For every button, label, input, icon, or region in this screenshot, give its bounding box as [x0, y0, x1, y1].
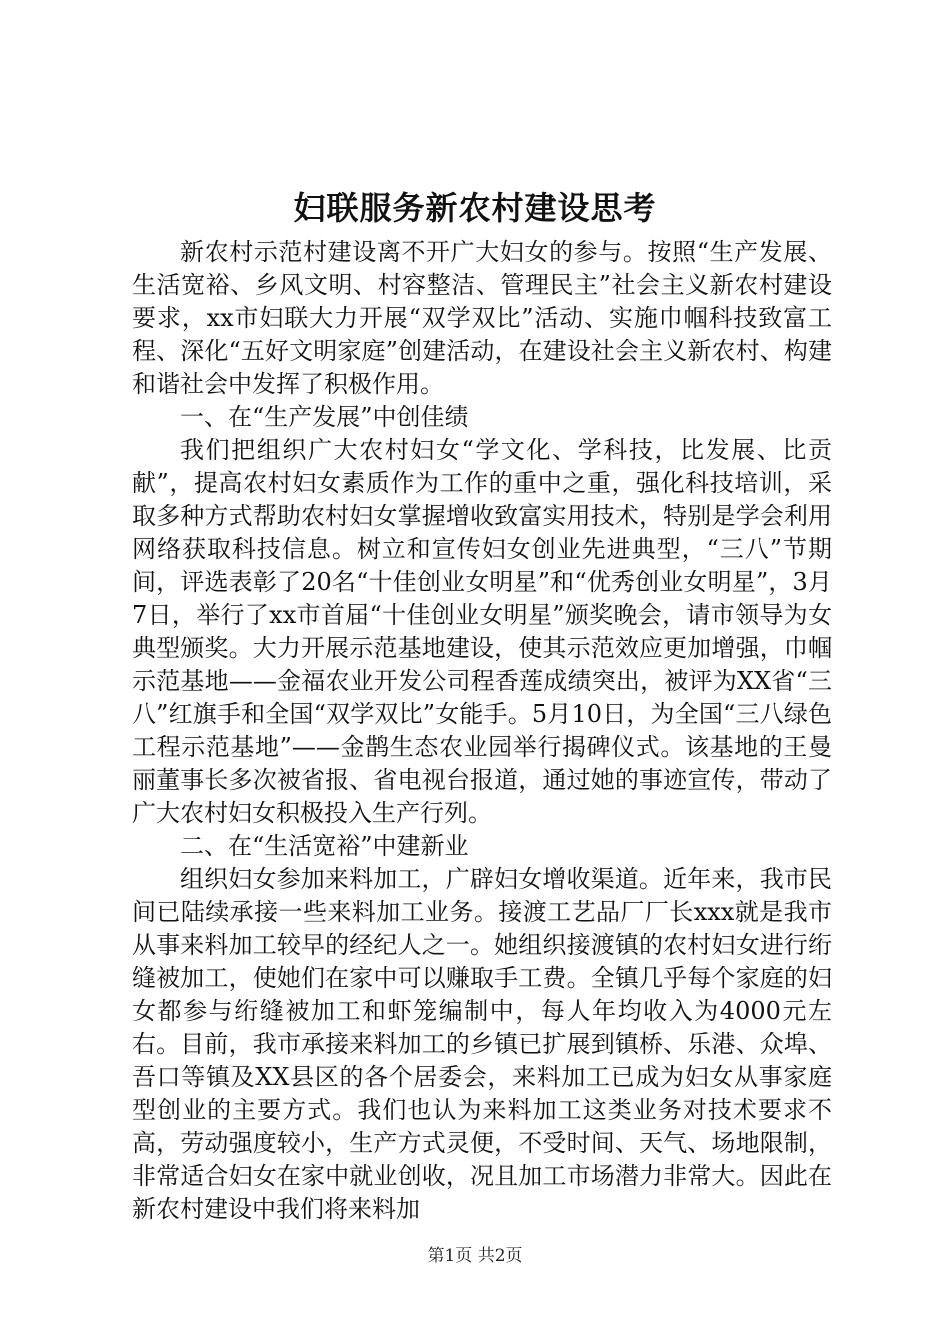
- paragraph-section-2: 组织妇女参加来料加工，广辟妇女增收渠道。近年来，我市民间已陆续承接一些来料加工业务。接渡工艺品厂厂长xxx就是我市从事来料加工较早的经纪人之一。她组织接渡镇的农村妇女进行绗缝被加工，使她们在家中可以赚取手工费。全镇几乎每个家庭的妇女都参与绗缝被加工和虾笼编制中，每人年均收入为4000元左右。目前，我市承接来料加工的乡镇已扩展到镇桥、乐港、众埠、吾口等镇及XX县区的各个居委会，来料加工已成为妇女从事家庭型创业的主要方式。我们也认为来料加工这类业务对技术要求不高，劳动强度较小，生产方式灵便，不受时间、天气、场地限制，非常适合妇女在家中就业创收，况且加工市场潜力非常大。因此在新农村建设中我们将来料加: [132, 865, 832, 1223]
- paragraph-section-1: 我们把组织广大农村妇女“学文化、学科技，比发展、比贡献”，提高农村妇女素质作为工作的重中之重，强化科技培训，采取多种方式帮助农村妇女掌握增收致富实用技术，特别是学会利用网络获取科技信息。树立和宣传妇女创业先进典型，“三八”节期间，评选表彰了20名“十佳创业女明星”和“优秀创业女明星”，3月7日，举行了xx市首届“十佳创业女明星”颁奖晚会，请市领导为女典型颁奖。大力开展示范基地建设，使其示范效应更加增强，巾帼示范基地——金福农业开发公司程香莲成绩突出，被评为XX省“三八”红旗手和全国“双学双比”女能手。5月10日，为全国“三八绿色工程示范基地”——金鹊生态农业园举行揭碑仪式。该基地的王曼丽董事长多次被省报、省电视台报道，通过她的事迹宣传，带动了广大农村妇女积极投入生产行列。: [132, 436, 832, 827]
- document-body: [132, 236, 832, 1226]
- document-title: 妇联服务新农村建设思考: [293, 189, 657, 227]
- page-footer: 第1页 共2页: [427, 1246, 523, 1266]
- paragraph-intro: 新农村示范村建设离不开广大妇女的参与。按照“生产发展、生活宽裕、乡风文明、村容整洁、管理民主”社会主义新农村建设要求，xx市妇联大力开展“双学双比”活动、实施巾帼科技致富工程、深化“五好文明家庭”创建活动，在建设社会主义新农村、构建和谐社会中发挥了积极作用。: [132, 238, 832, 398]
- section-heading-2: 二、在“生活宽裕”中建新业: [180, 832, 469, 860]
- section-heading-1: 一、在“生产发展”中创佳绩: [180, 403, 469, 431]
